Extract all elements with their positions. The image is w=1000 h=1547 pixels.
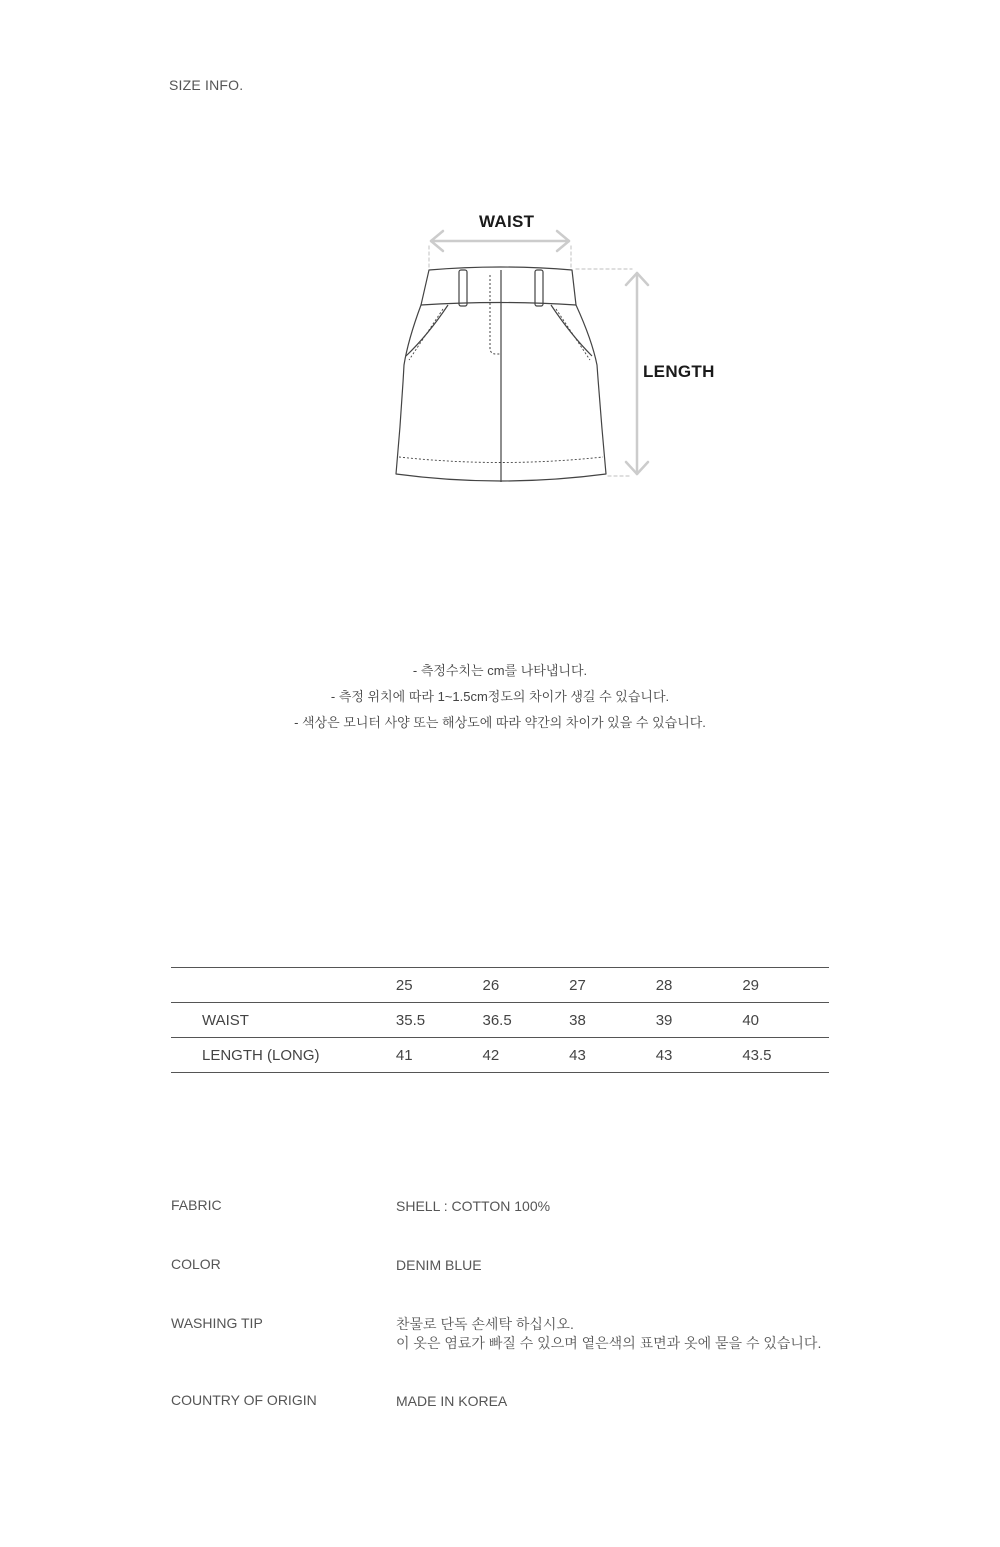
note-line: - 측정수치는 cm를 나타냅니다. (412, 663, 588, 678)
section-title: SIZE INFO. (169, 77, 244, 93)
note-line: - 색상은 모니터 사양 또는 해상도에 따라 약간의 차이가 있을 수 있습니다. (294, 715, 706, 730)
table-cell: 39 (655, 1011, 673, 1029)
length-label: LENGTH (643, 362, 715, 381)
size-header-cell: 29 (742, 976, 760, 994)
table-cell: 42 (482, 1046, 500, 1064)
table-cell: 41 (395, 1046, 413, 1064)
table-cell: 36.5 (482, 1011, 512, 1029)
size-header-blank (171, 968, 396, 1003)
row-label: LENGTH (LONG) (202, 1046, 320, 1064)
size-header-cell: 28 (655, 976, 673, 994)
waist-arrow-icon (429, 231, 571, 270)
washing-line: 찬물로 단독 손세탁 하십시오. (396, 1316, 574, 1332)
length-arrow-icon (576, 269, 648, 476)
skirt-illustration (0, 0, 1000, 560)
color-value: DENIM BLUE (396, 1257, 482, 1273)
table-cell: 43 (655, 1046, 673, 1064)
row-label: WAIST (202, 1011, 249, 1029)
washing-label: WASHING TIP (171, 1315, 263, 1331)
size-header-cell: 25 (395, 976, 413, 994)
fabric-value: SHELL : COTTON 100% (396, 1198, 551, 1214)
origin-label: COUNTRY OF ORIGIN (171, 1392, 317, 1408)
waist-label: WAIST (479, 212, 535, 231)
size-header-cell: 27 (569, 976, 586, 994)
table-cell: 40 (742, 1011, 760, 1029)
measurement-notes (0, 660, 1000, 738)
origin-value: MADE IN KOREA (396, 1393, 508, 1409)
table-row-length (171, 1038, 829, 1073)
washing-line: 이 옷은 염료가 빠질 수 있으며 옅은색의 표면과 옷에 묻을 수 있습니다. (396, 1335, 822, 1351)
table-cell: 38 (569, 1011, 586, 1029)
fabric-label: FABRIC (171, 1197, 222, 1213)
color-label: COLOR (171, 1256, 221, 1272)
skirt-outline (396, 267, 606, 482)
table-cell: 43 (569, 1046, 586, 1064)
table-cell: 43.5 (742, 1046, 772, 1064)
size-header-cell: 26 (482, 976, 500, 994)
table-row-waist (171, 1003, 829, 1038)
washing-value (396, 1315, 821, 1353)
table-cell: 35.5 (395, 1011, 426, 1029)
skirt-size-diagram (0, 0, 1000, 560)
size-table (171, 967, 829, 1073)
note-line: - 측정 위치에 따라 1~1.5cm정도의 차이가 생길 수 있습니다. (330, 689, 670, 704)
size-header-row (171, 968, 829, 1003)
